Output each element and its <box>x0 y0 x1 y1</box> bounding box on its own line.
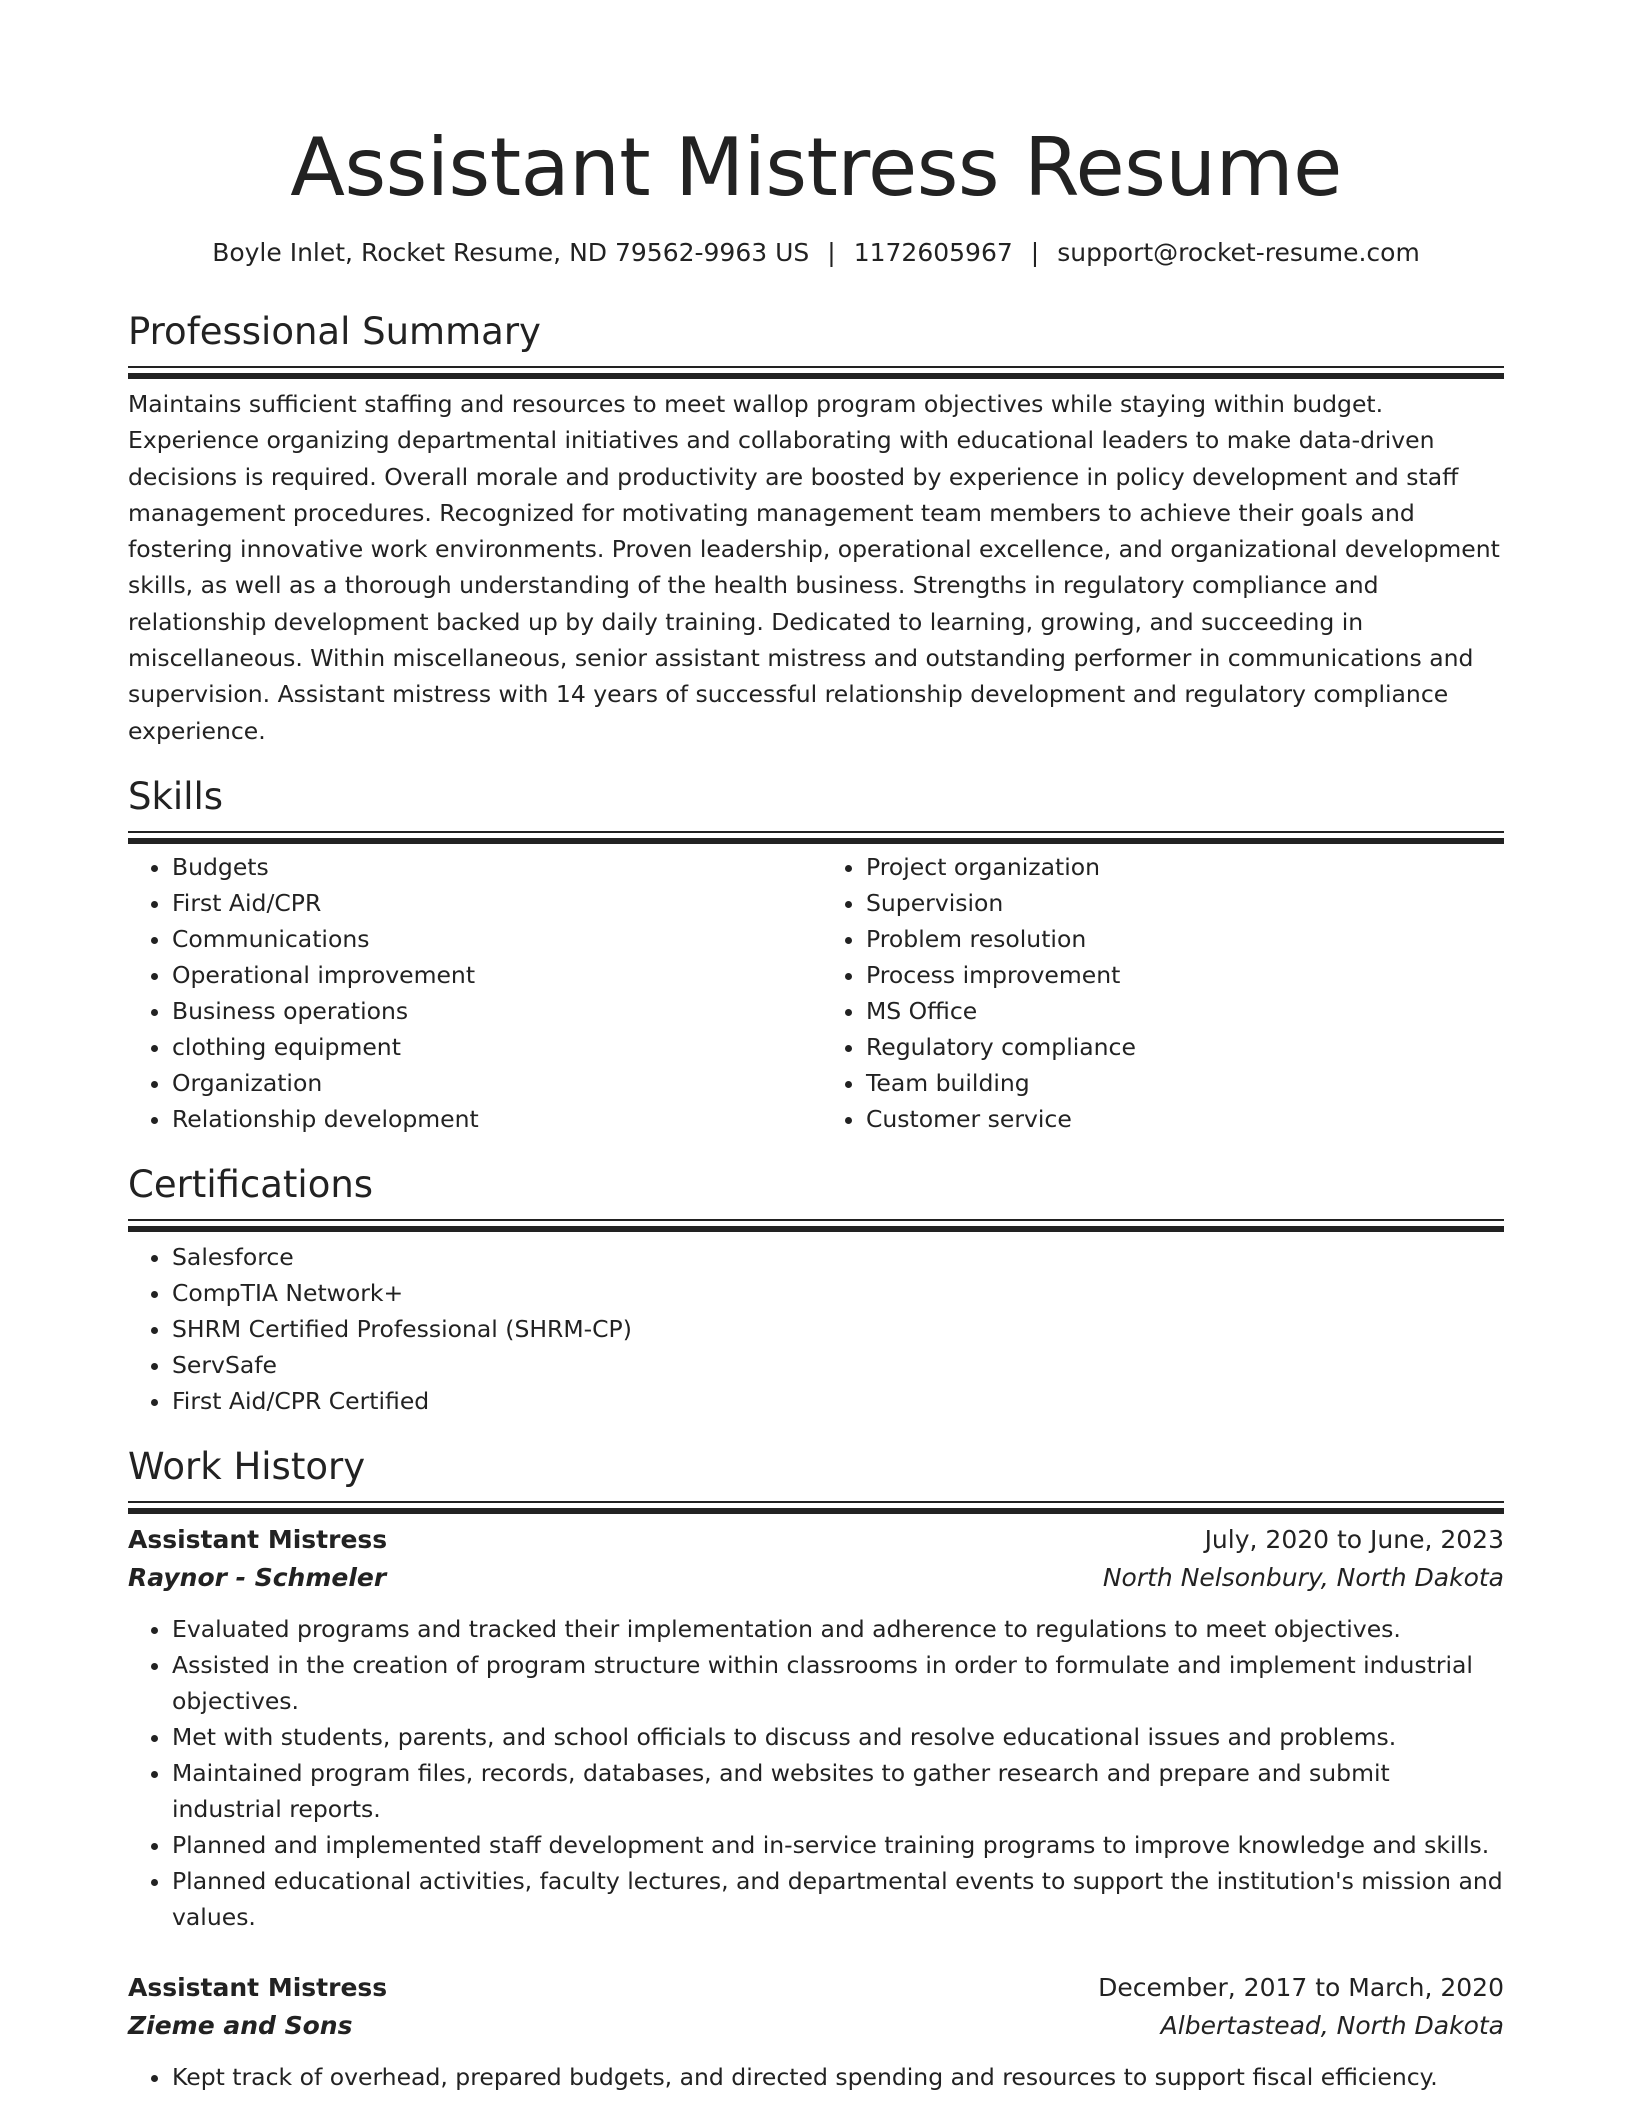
list-item: • Relationship development <box>172 1101 816 1137</box>
list-item: • Kept track of overhead, prepared budgets, and directed spending and resources to support fiscal efficiency. <box>172 2059 1504 2095</box>
job-bullets <box>128 2059 1504 2095</box>
job-title: Assistant Mistress <box>128 1972 388 2002</box>
job-bullets <box>128 1611 1504 1935</box>
job-header-row <box>128 1969 1504 2007</box>
list-item: • Supervision <box>866 885 1504 921</box>
section-divider <box>128 1219 1504 1225</box>
skills-section-header <box>128 773 1504 837</box>
certifications-list <box>128 1239 1504 1419</box>
skills-list-right <box>816 849 1504 1137</box>
job-dates: July, 2020 to June, 2023 <box>1204 1524 1504 1554</box>
list-item: • Planned and implemented staff development and in-service training programs to improve knowledge and skills. <box>172 1827 1504 1863</box>
list-item: • SHRM Certified Professional (SHRM-CP) <box>172 1311 1504 1347</box>
section-divider <box>128 366 1504 372</box>
list-item: • MS Office <box>866 993 1504 1029</box>
job-dates: December, 2017 to March, 2020 <box>1098 1972 1504 2002</box>
list-item: • Team building <box>866 1065 1504 1101</box>
resume-page <box>128 118 1504 2095</box>
job-subheader-row <box>128 2007 1504 2045</box>
skills-heading: Skills <box>128 774 224 818</box>
contact-email: support@rocket-resume.com <box>1057 238 1420 267</box>
work-heading: Work History <box>128 1444 366 1488</box>
work-section-header <box>128 1443 1504 1507</box>
skills-list-left <box>128 849 816 1137</box>
summary-section-header <box>128 308 1504 372</box>
list-item: • Salesforce <box>172 1239 1504 1275</box>
list-item: • Customer service <box>866 1101 1504 1137</box>
summary-text: Maintains sufficient staffing and resources to meet wallop program objectives while staying within budget. Experience organizing departmental initiatives and collaborating with educational leaders to make data-driven decisions is required. Overall morale and productivity are boosted by experience in policy development and staff management procedures. Recognized for motivating management team members to achieve their goals and fostering innovative work environments. Proven leadership, operational excellence, and organizational development skills, as well as a thorough understanding of the health business. Strengths in regulatory compliance and relationship development backed up by daily training. Dedicated to learning, growing, and succeeding in miscellaneous. Within miscellaneous, senior assistant mistress and outstanding performer in communications and supervision. Assistant mistress with 14 years of successful relationship development and regulatory compliance experience. <box>128 390 1500 745</box>
list-item: • Project organization <box>866 849 1504 885</box>
list-item: • Planned educational activities, faculty lectures, and departmental events to support the institution's mission and values. <box>172 1863 1504 1935</box>
job-location: Albertastead, North Dakota <box>1160 2010 1504 2040</box>
section-divider <box>128 1501 1504 1507</box>
certifications-section-header <box>128 1161 1504 1225</box>
list-item: • Operational improvement <box>172 957 816 993</box>
list-item: • Assisted in the creation of program structure within classrooms in order to formulate and implement industrial objectives. <box>172 1647 1504 1719</box>
list-item: • clothing equipment <box>172 1029 816 1065</box>
job-header-row <box>128 1521 1504 1559</box>
list-item: • Evaluated programs and tracked their implementation and adherence to regulations to meet objectives. <box>172 1611 1504 1647</box>
list-item: • Met with students, parents, and school officials to discuss and resolve educational issues and problems. <box>172 1719 1504 1755</box>
list-item: • Budgets <box>172 849 816 885</box>
list-item: • Regulatory compliance <box>866 1029 1504 1065</box>
summary-heading: Professional Summary <box>128 310 541 353</box>
job-location: North Nelsonbury, North Dakota <box>1102 1562 1504 1592</box>
contact-separator: | <box>1030 238 1040 267</box>
job-company: Raynor - Schmeler <box>128 1562 387 1592</box>
list-item: • Problem resolution <box>866 921 1504 957</box>
contact-separator: | <box>827 238 836 267</box>
list-item: • First Aid/CPR <box>172 885 816 921</box>
contact-line <box>128 236 1504 270</box>
list-item: • Business operations <box>172 993 816 1029</box>
section-divider <box>128 831 1504 837</box>
job-title: Assistant Mistress <box>128 1524 388 1554</box>
list-item: • Process improvement <box>866 957 1504 993</box>
summary-section <box>128 386 1504 749</box>
job-subheader-row <box>128 1559 1504 1597</box>
work-section <box>128 1521 1504 2095</box>
job-entry <box>128 1521 1504 1935</box>
job-entry <box>128 1969 1504 2095</box>
list-item: • First Aid/CPR Certified <box>172 1383 1504 1419</box>
skills-section <box>128 849 1504 1137</box>
list-item: • CompTIA Network+ <box>172 1275 1504 1311</box>
list-item: • Maintained program files, records, databases, and websites to gather research and prepare and submit industrial reports. <box>172 1755 1504 1827</box>
contact-phone: 1172605967 <box>853 238 1013 267</box>
list-item: • Communications <box>172 921 816 957</box>
certifications-section <box>128 1239 1504 1419</box>
resume-title: Assistant Mistress Resume <box>290 121 1342 214</box>
job-company: Zieme and Sons <box>128 2010 353 2040</box>
list-item: • Organization <box>172 1065 816 1101</box>
list-item: • ServSafe <box>172 1347 1504 1383</box>
contact-address: Boyle Inlet, Rocket Resume, ND 79562-9963 US <box>212 238 810 267</box>
certifications-heading: Certifications <box>128 1162 374 1206</box>
